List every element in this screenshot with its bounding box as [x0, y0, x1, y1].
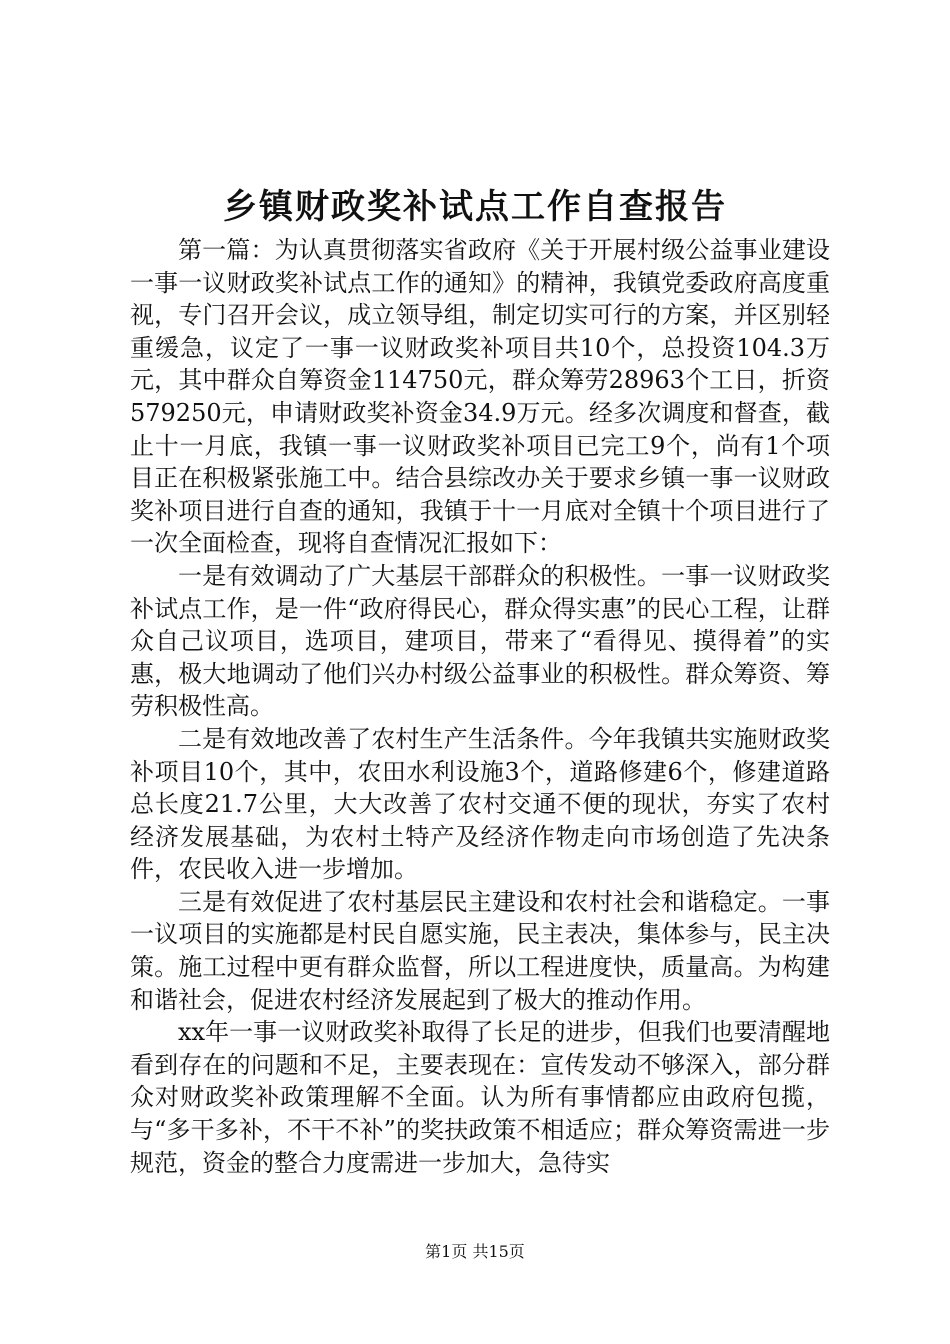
paragraph-3: 二是有效地改善了农村生产生活条件。今年我镇共实施财政奖补项目10个，其中，农田水利设施3个，道路修建6个，修建道路总长度21.7公里，大大改善了农村交通不便的现状，夯实了农村经济发展基础，为农村土特产及经济作物走向市场创造了先决条件，农民收入进一步增加。 [130, 724, 830, 884]
document-title: 乡镇财政奖补试点工作自查报告 [223, 187, 727, 227]
document-body [130, 234, 830, 1179]
paragraph-2: 一是有效调动了广大基层干部群众的积极性。一事一议财政奖补试点工作，是一件“政府得民心，群众得实惠”的民心工程，让群众自己议项目，选项目，建项目，带来了“看得见、摸得着”的实惠，极大地调动了他们兴办村级公益事业的积极性。群众筹资、筹劳积极性高。 [130, 561, 830, 721]
paragraph-5: xx年一事一议财政奖补取得了长足的进步，但我们也要清醒地看到存在的问题和不足，主要表现在：宣传发动不够深入，部分群众对财政奖补政策理解不全面。认为所有事情都应由政府包揽，与“多干多补，不干不补”的奖扶政策不相适应；群众筹资需进一步规范，资金的整合力度需进一步加大，急待实 [130, 1018, 830, 1177]
page-footer: 第1页 共15页 [425, 1242, 525, 1261]
paragraph-1: 第一篇：为认真贯彻落实省政府《关于开展村级公益事业建设一事一议财政奖补试点工作的通知》的精神，我镇党委政府高度重视，专门召开会议，成立领导组，制定切实可行的方案，并区别轻重缓急，议定了一事一议财政奖补项目共10个，总投资104.3万元，其中群众自筹资金114750元，群众筹劳28963个工日，折资579250元，申请财政奖补资金34.9万元。经多次调度和督查，截止十一月底，我镇一事一议财政奖补项目已完工9个，尚有1个项目正在积极紧张施工中。结合县综改办关于要求乡镇一事一议财政奖补项目进行自查的通知，我镇于十一月底对全镇十个项目进行了一次全面检查，现将自查情况汇报如下： [130, 236, 830, 558]
paragraph-4: 三是有效促进了农村基层民主建设和农村社会和谐稳定。一事一议项目的实施都是村民自愿实施，民主表决，集体参与，民主决策。施工过程中更有群众监督，所以工程进度快，质量高。为构建和谐社会，促进农村经济发展起到了极大的推动作用。 [130, 887, 830, 1014]
